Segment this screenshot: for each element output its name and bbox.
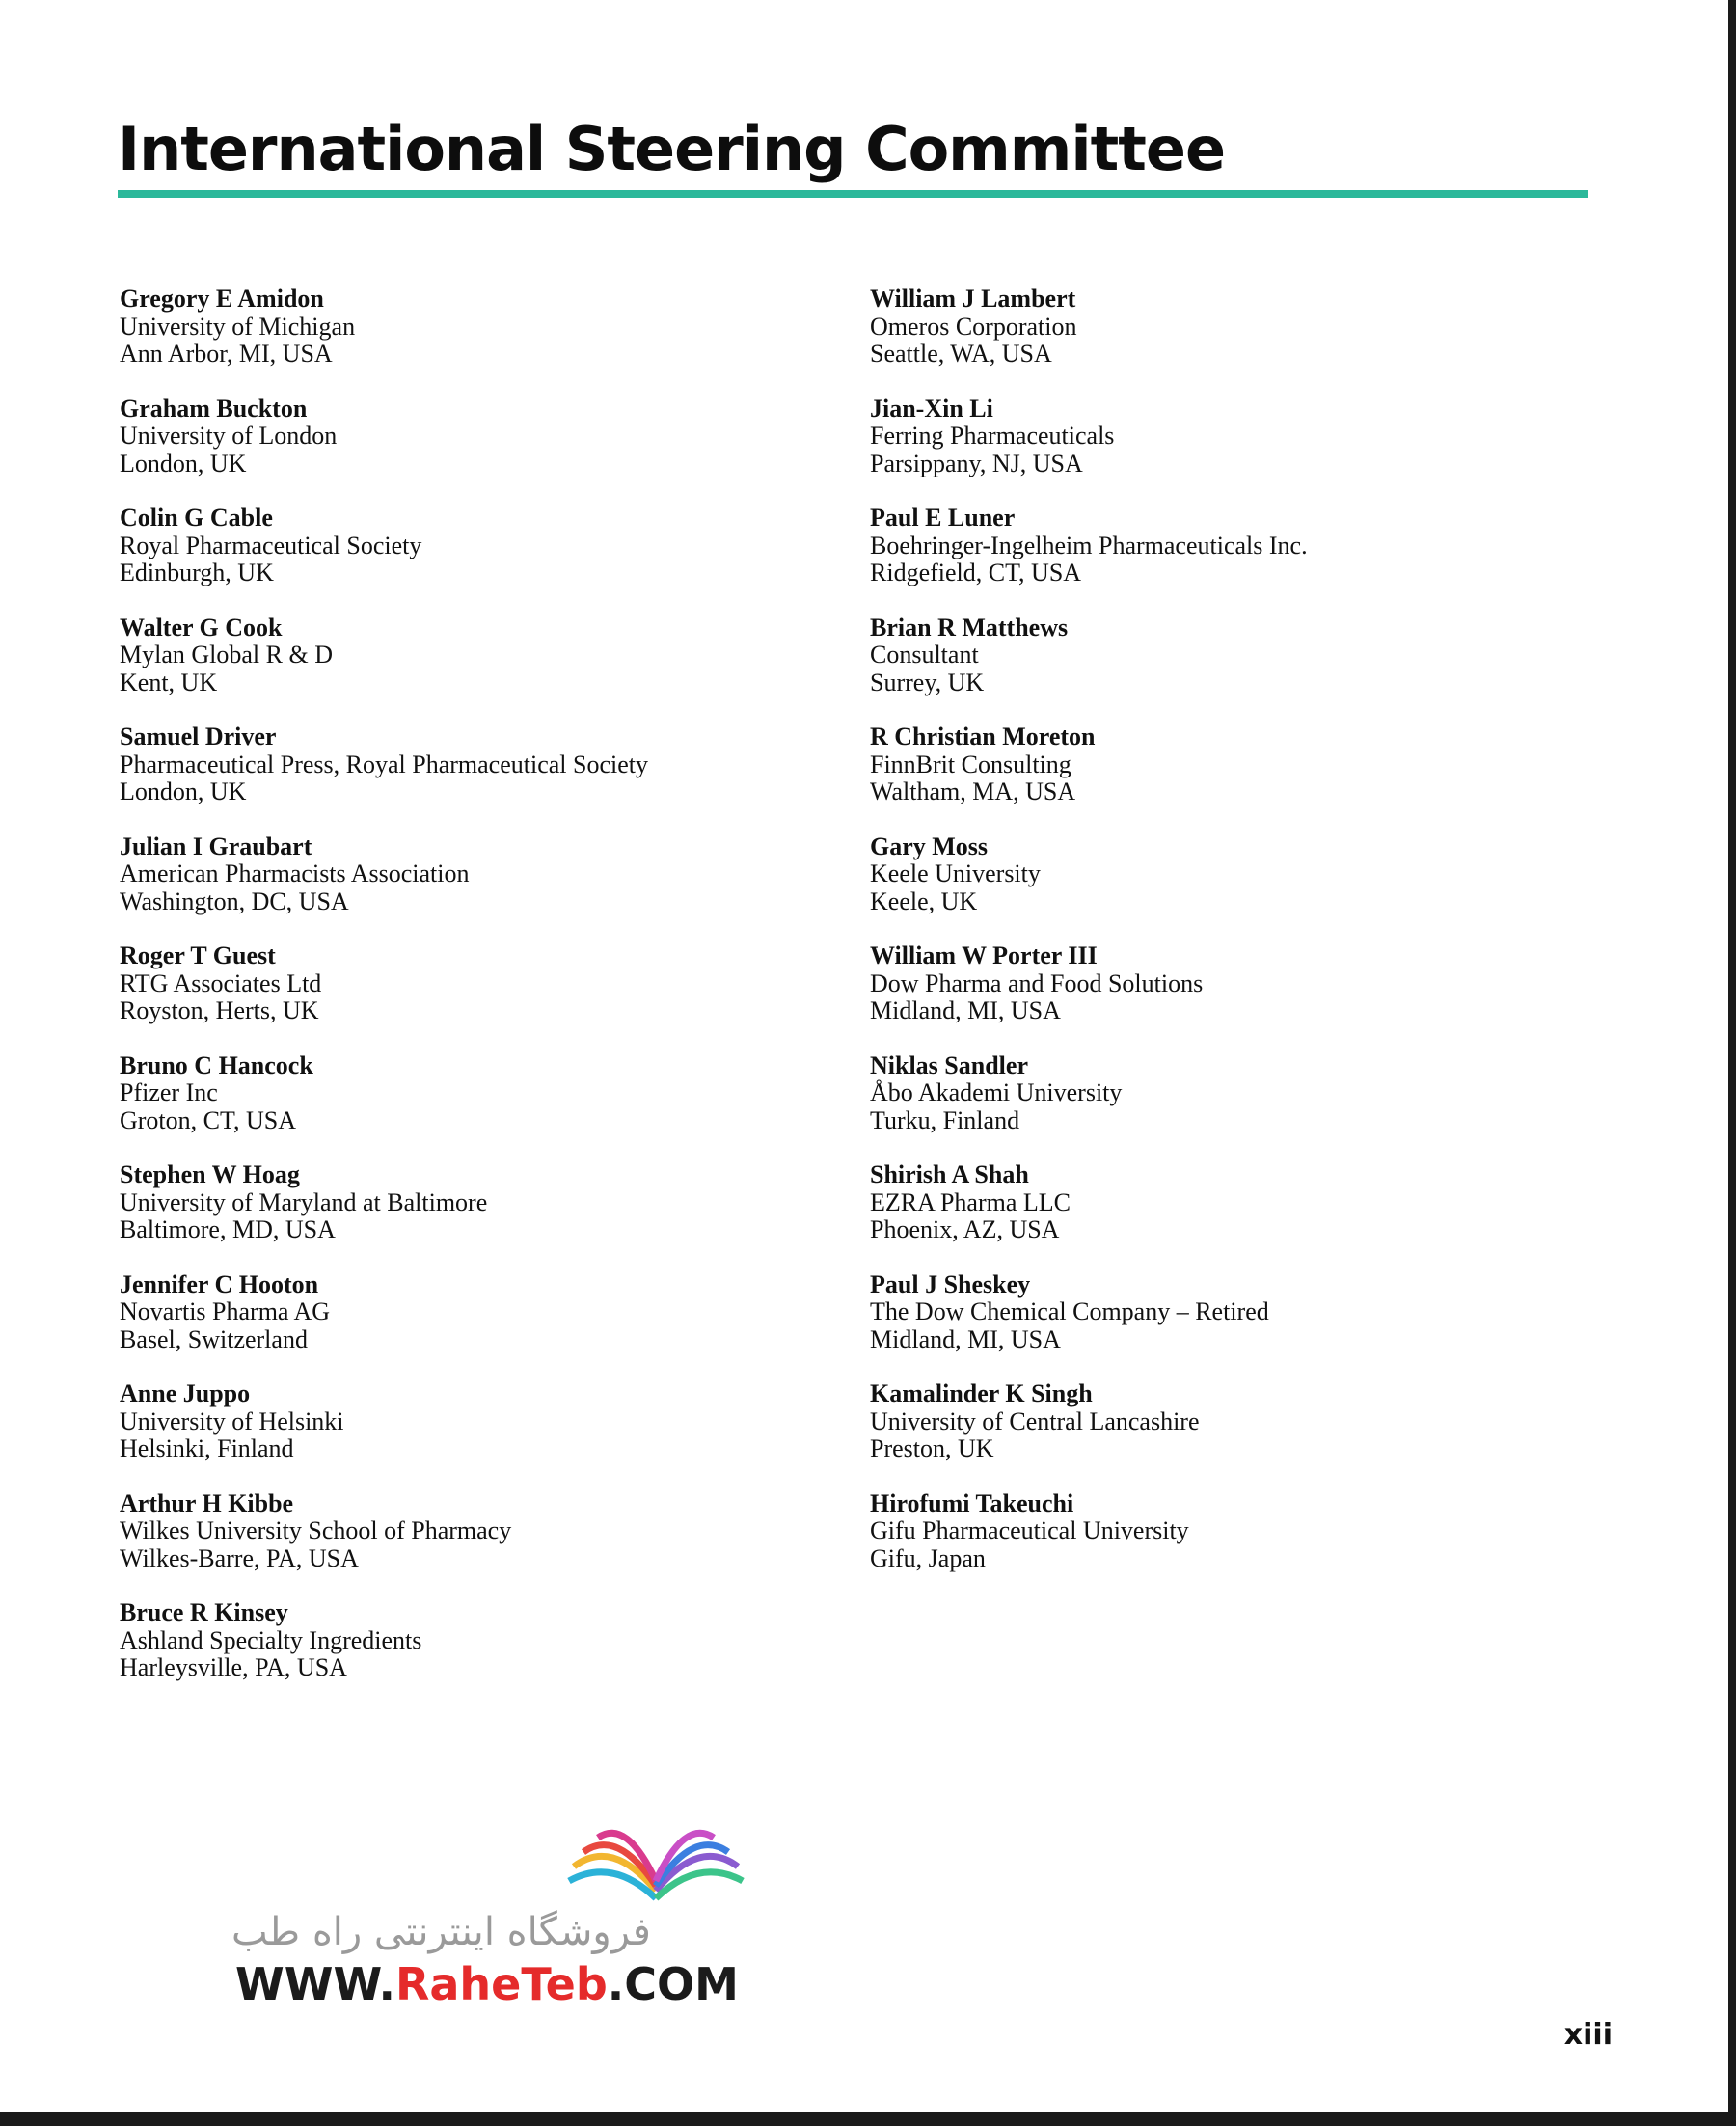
member-location: Surrey, UK xyxy=(870,668,985,696)
member-name: Colin G Cable xyxy=(120,504,273,532)
member-affiliation: Omeros Corporation xyxy=(870,312,1077,341)
member-affiliation: EZRA Pharma LLC xyxy=(870,1187,1071,1216)
page-edge-right xyxy=(1728,0,1736,2126)
committee-member xyxy=(870,614,1308,697)
committee-member xyxy=(120,1380,648,1463)
member-affiliation: RTG Associates Ltd xyxy=(120,968,322,997)
member-location: Waltham, MA, USA xyxy=(870,777,1076,805)
member-affiliation: FinnBrit Consulting xyxy=(870,750,1071,778)
page-title: International Steering Committee xyxy=(118,114,1225,184)
member-location: Baltimore, MD, USA xyxy=(120,1215,336,1243)
member-affiliation: University of Central Lancashire xyxy=(870,1406,1200,1435)
member-name: Roger T Guest xyxy=(120,941,276,969)
member-affiliation: Mylan Global R & D xyxy=(120,641,333,668)
member-affiliation: Consultant xyxy=(870,641,979,668)
member-name: Bruce R Kinsey xyxy=(120,1598,288,1626)
member-location: London, UK xyxy=(120,449,247,477)
member-location: Preston, UK xyxy=(870,1434,994,1462)
member-name: Walter G Cook xyxy=(120,613,283,641)
member-affiliation: Keele University xyxy=(870,859,1041,887)
member-location: Harleysville, PA, USA xyxy=(120,1653,347,1681)
member-name: Julian I Graubart xyxy=(120,831,312,860)
page-edge-bottom xyxy=(0,2112,1736,2126)
committee-member xyxy=(120,286,648,368)
member-affiliation: Wilkes University School of Pharmacy xyxy=(120,1516,512,1544)
member-location: Parsippany, NJ, USA xyxy=(870,449,1083,477)
member-name: Gary Moss xyxy=(870,831,989,860)
member-location: Turku, Finland xyxy=(870,1105,1020,1134)
member-name: Kamalinder K Singh xyxy=(870,1379,1093,1407)
committee-member xyxy=(870,1380,1308,1463)
committee-member xyxy=(870,1271,1308,1354)
committee-member xyxy=(870,395,1308,478)
member-location: Ann Arbor, MI, USA xyxy=(120,340,333,368)
member-affiliation: University of London xyxy=(120,422,338,450)
committee-member xyxy=(870,723,1308,806)
watermark xyxy=(231,1813,772,2010)
member-name: Samuel Driver xyxy=(120,722,277,750)
committee-member xyxy=(120,395,648,478)
member-location: Washington, DC, USA xyxy=(120,886,349,915)
committee-member xyxy=(120,1599,648,1682)
committee-member xyxy=(870,286,1308,368)
committee-member xyxy=(870,833,1308,916)
member-location: Gifu, Japan xyxy=(870,1543,986,1572)
committee-member xyxy=(120,1490,648,1573)
member-affiliation: Boehringer-Ingelheim Pharmaceuticals Inc. xyxy=(870,531,1308,559)
committee-member xyxy=(870,1161,1308,1244)
member-affiliation: University of Helsinki xyxy=(120,1406,344,1435)
member-name: Brian R Matthews xyxy=(870,613,1069,641)
member-name: Paul J Sheskey xyxy=(870,1269,1031,1298)
left-column xyxy=(120,286,648,1709)
committee-member xyxy=(870,942,1308,1025)
member-location: Wilkes-Barre, PA, USA xyxy=(120,1543,359,1572)
member-location: Seattle, WA, USA xyxy=(870,340,1052,368)
member-name: Jian-Xin Li xyxy=(870,394,993,422)
watermark-persian-text: فروشگاه اینترنتی راه طب xyxy=(231,1910,651,1954)
member-name: Paul E Luner xyxy=(870,504,1016,532)
member-name: Arthur H Kibbe xyxy=(120,1488,294,1517)
page-number: xiii xyxy=(1563,2018,1613,2052)
member-name: Stephen W Hoag xyxy=(120,1160,300,1188)
member-location: Ridgefield, CT, USA xyxy=(870,559,1082,586)
member-location: Edinburgh, UK xyxy=(120,559,274,586)
committee-member xyxy=(870,1490,1308,1573)
committee-member xyxy=(120,1052,648,1135)
right-column xyxy=(870,286,1308,1599)
committee-member xyxy=(120,504,648,587)
member-name: William W Porter III xyxy=(870,941,1098,969)
member-affiliation: American Pharmacists Association xyxy=(120,859,470,887)
member-affiliation: Gifu Pharmaceutical University xyxy=(870,1516,1189,1544)
member-affiliation: Pharmaceutical Press, Royal Pharmaceutical Society xyxy=(120,750,648,778)
member-name: William J Lambert xyxy=(870,285,1076,313)
member-location: Midland, MI, USA xyxy=(870,996,1061,1024)
member-name: Jennifer C Hooton xyxy=(120,1269,319,1298)
member-affiliation: Royal Pharmaceutical Society xyxy=(120,531,422,559)
member-name: Niklas Sandler xyxy=(870,1050,1028,1079)
member-affiliation: University of Maryland at Baltimore xyxy=(120,1187,488,1216)
member-affiliation: Åbo Akademi University xyxy=(870,1078,1123,1106)
committee-member xyxy=(120,1271,648,1354)
committee-member xyxy=(870,504,1308,587)
watermark-url-prefix: WWW. xyxy=(235,1958,395,2010)
committee-member xyxy=(120,614,648,697)
member-location: Midland, MI, USA xyxy=(870,1324,1061,1353)
book-logo-icon xyxy=(564,1813,747,1910)
member-name: Gregory E Amidon xyxy=(120,285,324,313)
committee-member xyxy=(120,723,648,806)
member-affiliation: Ashland Specialty Ingredients xyxy=(120,1625,422,1654)
member-name: Graham Buckton xyxy=(120,394,308,422)
watermark-url-suffix: .COM xyxy=(607,1958,739,2010)
committee-member xyxy=(870,1052,1308,1135)
member-affiliation: Pfizer Inc xyxy=(120,1078,218,1106)
title-rule xyxy=(118,190,1588,198)
member-location: Kent, UK xyxy=(120,668,218,696)
member-name: Hirofumi Takeuchi xyxy=(870,1488,1074,1517)
member-location: Groton, CT, USA xyxy=(120,1105,296,1134)
member-name: Anne Juppo xyxy=(120,1379,251,1407)
committee-member xyxy=(120,833,648,916)
member-affiliation: Dow Pharma and Food Solutions xyxy=(870,968,1204,997)
member-affiliation: University of Michigan xyxy=(120,312,356,341)
member-affiliation: Ferring Pharmaceuticals xyxy=(870,422,1115,450)
member-location: Basel, Switzerland xyxy=(120,1324,308,1353)
member-location: Phoenix, AZ, USA xyxy=(870,1215,1060,1243)
member-location: Royston, Herts, UK xyxy=(120,996,319,1024)
committee-member xyxy=(120,942,648,1025)
member-location: Helsinki, Finland xyxy=(120,1434,294,1462)
member-location: London, UK xyxy=(120,777,247,805)
committee-member xyxy=(120,1161,648,1244)
watermark-url xyxy=(235,1958,739,2010)
watermark-url-accent: RaheTeb xyxy=(394,1958,608,2010)
member-name: R Christian Moreton xyxy=(870,722,1096,750)
member-name: Bruno C Hancock xyxy=(120,1050,313,1079)
member-affiliation: The Dow Chemical Company – Retired xyxy=(870,1297,1269,1325)
member-affiliation: Novartis Pharma AG xyxy=(120,1297,331,1325)
member-location: Keele, UK xyxy=(870,886,978,915)
member-name: Shirish A Shah xyxy=(870,1160,1029,1188)
